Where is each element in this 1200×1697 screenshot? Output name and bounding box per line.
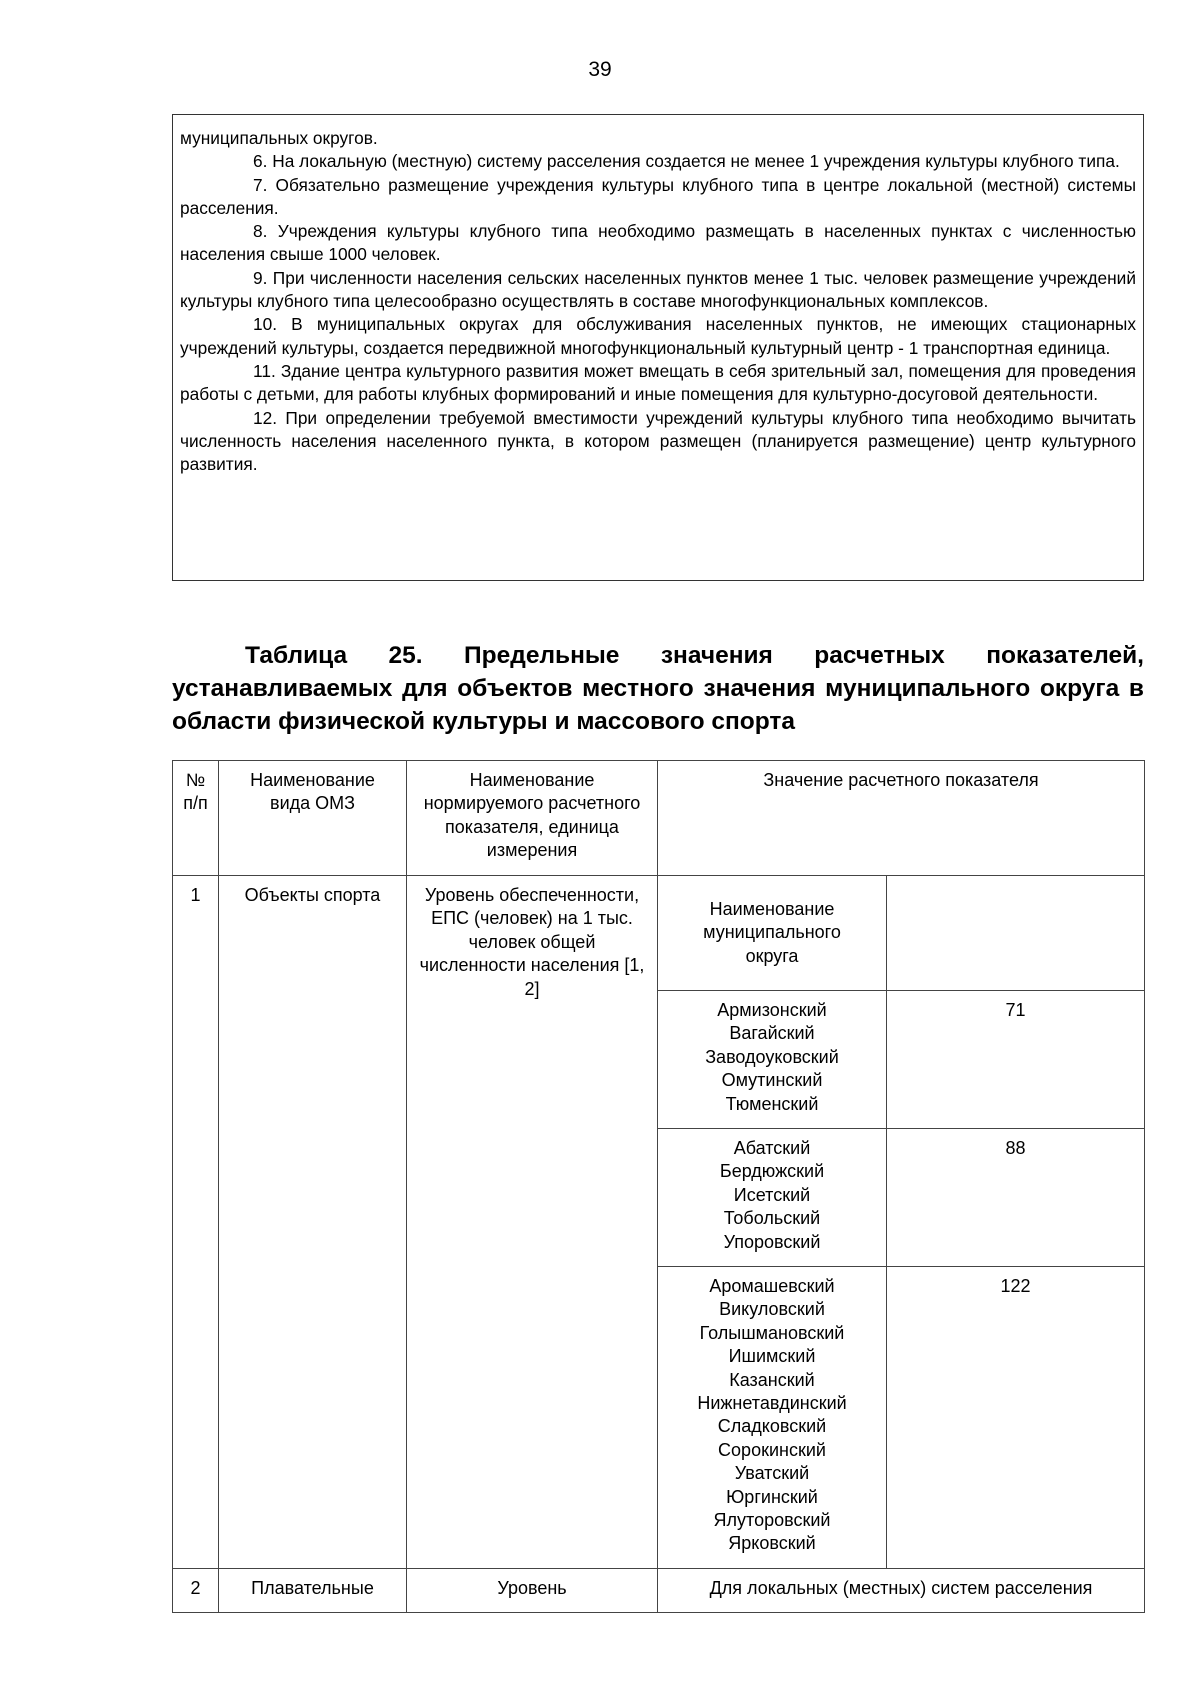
district: Аромашевский [709, 1276, 835, 1296]
district: Армизонский [717, 1000, 827, 1020]
district: Тюменский [725, 1093, 819, 1114]
note-9: 9. При численности населения сельских населенных пунктов менее 1 тыс. человек размещение учреждений культуры клубного типа целесообразно осуществлять в составе многофункциональных комплексов. [180, 267, 1136, 312]
district: Юргинский [726, 1486, 818, 1507]
header-num: № п/п [173, 761, 219, 876]
district: Упоровский [723, 1231, 821, 1252]
district: Заводоуковский [705, 1046, 839, 1067]
district: Абатский [733, 1138, 811, 1158]
district-group-2 [658, 1129, 887, 1267]
note-continuation: муниципальных округов. [180, 128, 378, 148]
row1-subheader-empty [887, 876, 1145, 991]
header-value: Значение расчетного показателя [658, 761, 1145, 876]
note-8: 8. Учреждения культуры клубного типа необходимо размещать в населенных пунктах с численностью населения свыше 1000 человек. [180, 221, 1136, 265]
group-1-value: 71 [887, 991, 1145, 1129]
district: Сорокинский [718, 1439, 826, 1460]
district: Викуловский [719, 1299, 825, 1320]
row1-indicator: Уровень обеспеченности, ЕПС (человек) на 1 тыс. человек общей численности населения [1, 2] [407, 876, 658, 1569]
district: Тобольский [723, 1208, 821, 1229]
group-3-value: 122 [887, 1267, 1145, 1569]
header-indicator: Наименование нормируемого расчетного показателя, единица измерения [407, 761, 658, 876]
district: Бердюжский [719, 1161, 825, 1182]
note-6: 6. На локальную (местную) систему расселения создается не менее 1 учреждения культуры клубного типа. [253, 151, 1120, 172]
row2-num: 2 [173, 1569, 219, 1613]
district: Казанский [729, 1369, 815, 1390]
row2-indicator: Уровень [407, 1569, 658, 1613]
district: Исетский [733, 1184, 811, 1205]
group-2-value: 88 [887, 1129, 1145, 1267]
note-7: 7. Обязательно размещение учреждения культуры клубного типа в центре локальной (местной) системы расселения. [180, 174, 1136, 218]
district: Уватский [734, 1463, 810, 1484]
district: Ишимский [728, 1346, 816, 1367]
district: Вагайский [729, 1023, 815, 1044]
table-title: Таблица 25. Предельные значения расчетных показателей, устанавливаемых для объектов местного значения муниципального округа в области физической культуры и массового спорта [172, 642, 1144, 735]
row1-omz: Объекты спорта [219, 876, 407, 1569]
page-number: 39 [588, 58, 612, 81]
district: Ярковский [728, 1533, 816, 1554]
district-group-1 [658, 991, 887, 1129]
district: Голышмановский [699, 1322, 845, 1343]
notes-box [172, 114, 1144, 581]
district: Нижнетавдинский [697, 1393, 847, 1414]
district-group-3 [658, 1267, 887, 1569]
row2-value: Для локальных (местных) систем расселения [658, 1569, 1145, 1613]
header-omz: Наименование вида ОМЗ [219, 761, 407, 876]
note-12: 12. При определении требуемой вместимости учреждений культуры клубного типа необходимо вычитать численность населения населенного пункта, в котором размещен (планируется размещение) центр культурного развития. [180, 407, 1136, 475]
district: Ялуторовский [713, 1510, 831, 1531]
district: Сладковский [717, 1416, 827, 1437]
note-11: 11. Здание центра культурного развития может вмещать в себя зрительный зал, помещения для проведения работы с детьми, для работы клубных формирований и иные помещения для культурно-досуговой деятельности. [180, 360, 1136, 405]
row1-num: 1 [173, 876, 219, 1569]
indicator-table [172, 760, 1145, 1613]
district: Омутинский [721, 1070, 823, 1091]
row2-omz: Плавательные [219, 1569, 407, 1613]
row1-subheader: Наименование муниципального округа [658, 876, 887, 991]
note-10: 10. В муниципальных округах для обслуживания населенных пунктов, не имеющих стационарных учреждений культуры, создается передвижной многофункциональный культурный центр - 1 транспортная единица. [180, 314, 1136, 358]
